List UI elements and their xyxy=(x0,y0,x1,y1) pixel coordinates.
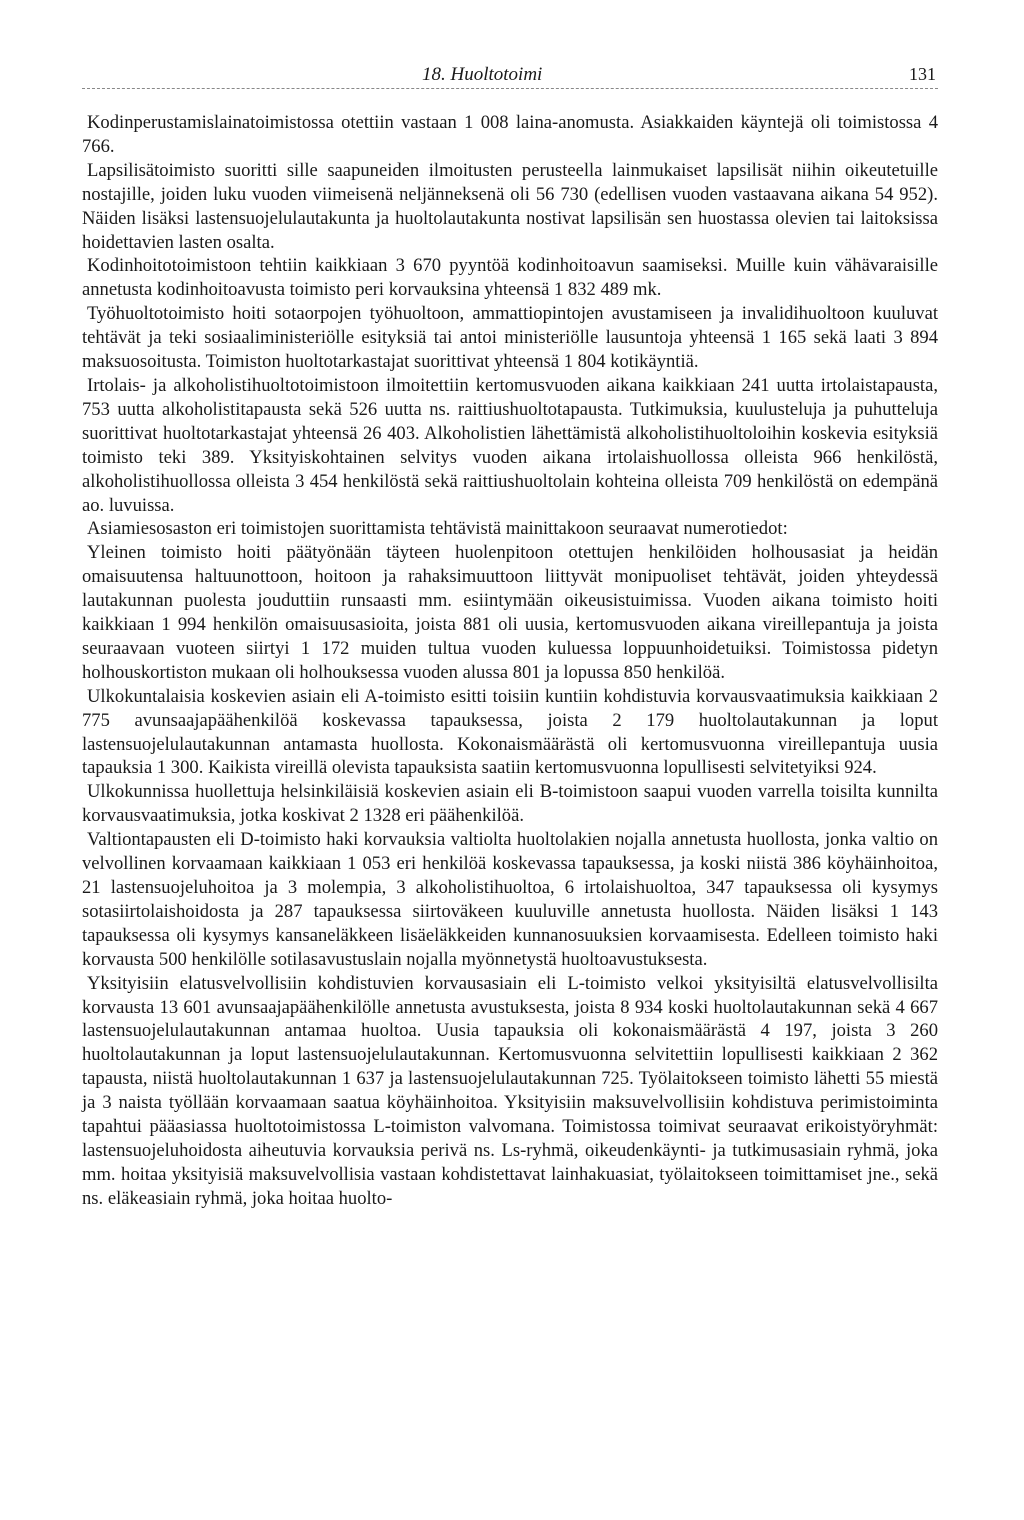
paragraph: Työhuoltotoimisto hoiti sotaorpojen työhuoltoon, ammattiopintojen avustamiseen ja invalidihuoltoon kuuluvat tehtävät ja teki sosiaaliministeriölle esityksiä tai antoi ministeriölle lausuntoja yhteensä 1 165 sekä laati 3 894 maksuosoitusta. Toimiston huoltotarkastajat suorittivat yhteensä 1 804 kotikäyntiä. xyxy=(82,303,938,373)
paragraph: Asiamiesosaston eri toimistojen suorittamista tehtävistä mainittakoon seuraavat numerotiedot: xyxy=(87,518,788,540)
paragraph: Yksityisiin elatusvelvollisiin kohdistuvien korvausasiain eli L-toimisto velkoi yksityisiltä elatusvelvollisilta korvausta 13 601 avunsaajapäähenkilölle annetusta avustuksesta, joista 8 934 koski huoltolautakunnan sekä 4 667 lastensuojelulautakunnan antamaa huoltoa. Uusia tapauksia oli kokonaismäärästä 4 197, joista 3 260 huoltolautakunnan ja loput lastensuojelulautakunnan. Kertomusvuonna selvitettiin lopullisesti kaikkiaan 2 362 tapausta, niistä huoltolautakunnan 1 637 ja lastensuojelulautakunnan 725. Työlaitokseen toimisto lähetti 55 miestä ja 3 naista työllään korvaamaan saatua köyhäinhoitoa. Yksityisiin maksuvelvollisiin kohdistuva perimistoiminta tapahtui pääasiassa huoltotoimistossa L-toimiston valvomana. Toimistossa toimivat seuraavat erikoistyöryhmät: lastensuojeluhoidosta aiheutuvia korvauksia perivä ns. Ls-ryhmä, oikeudenkäynti- ja tutkimusasiain ryhmä, joka mm. hoitaa yksityisiä maksuvelvollisia vastaan kohdistettavat lainhakuasiat, työlaitokseen toimittamiset jne., sekä ns. eläkeasiain ryhmä, joka hoitaa huolto- xyxy=(82,972,938,1209)
paragraph: Lapsilisätoimisto suoritti sille saapuneiden ilmoitusten perusteella lainmukaiset lapsilisät niihin oikeutetuille nostajille, joiden luku vuoden viimeisenä neljänneksenä oli 56 730 (edellisen vuoden vastaavana aikana 54 952). Näiden lisäksi lastensuojelulautakunta ja huoltolautakunta nostivat lapsilisän sen huostassa olevien tai laitoksissa hoidettavien lasten osalta. xyxy=(82,159,938,253)
paragraph: Yleinen toimisto hoiti päätyönään täyteen huolenpitoon otettujen henkilöiden holhousasiat ja heidän omaisuutensa haltuunottoon, hoitoon ja rahaksimuuttoon liittyvät monipuoliset tehtävät, joiden yhteydessä lautakunnan puolesta jouduttiin runsaasti mm. esiintymään oikeusistuimissa. Vuoden aikana toimisto hoiti kaikkiaan 1 994 henkilön omaisuusasioita, joista 881 oli uusia, kertomusvuoden aikana vireillepantuja ja joista seuraavaan vuoteen siirtyi 1 172 muiden tultua vuoden kuluessa loppuunhoidetuiksi. Toimistossa pidetyn holhouskortiston mukaan oli holhouksessa vuoden alussa 801 ja lopussa 850 henkilöä. xyxy=(82,542,938,683)
paragraph: Ulkokuntalaisia koskevien asiain eli A-toimisto esitti toisiin kuntiin kohdistuvia korvausvaatimuksia kaikkiaan 2 775 avunsaajapäähenkilöä koskevassa tapauksessa, joista 2 179 huoltolautakunnan ja loput lastensuojelulautakunnan antamasta huollosta. Kokonaismäärästä oli kertomusvuonna vireillepantuja uusia tapauksia 1 300. Kaikista vireillä olevista tapauksista saatiin kertomusvuonna lopullisesti selvitetyiksi 924. xyxy=(82,685,938,779)
document-page xyxy=(82,58,938,1211)
paragraph: Irtolais- ja alkoholistihuoltotoimistoon ilmoitettiin kertomusvuoden aikana kaikkiaan 241 uutta irtolaistapausta, 753 uutta alkoholistitapausta sekä 526 uutta ns. raittiushuoltotapausta. Tutkimuksia, kuulusteluja ja puhutteluja suorittivat huoltotarkastajat yhteensä 26 403. Alkoholistien lähettämistä alkoholistihuoltoloihin koskevia esityksiä toimisto teki 389. Yksityiskohtainen selvitys vuoden aikana irtolaishuollossa olleista 966 henkilöstä, alkoholistihuollossa olleista 3 454 henkilöstä sekä raittiushuoltolain kohteina olleista 709 henkilöstä on edempänä ao. luvuissa. xyxy=(82,374,938,516)
paragraph: Valtiontapausten eli D-toimisto haki korvauksia valtiolta huoltolakien nojalla annetusta huollosta, jonka valtio on velvollinen korvaamaan kaikkiaan 1 053 eri henkilöä koskevassa tapauksessa, ja koski niistä 386 köyhäinhoitoa, 21 lastensuojeluhoitoa ja 3 molempia, 3 alkoholistihuoltoa, 6 irtolaishuoltoa, 347 tapauksessa oli kysymys sotasiirtolaishoidosta ja 287 tapauksessa siirtoväkeen kuuluville annetusta huollosta. Näiden lisäksi 1 143 tapauksessa oli kysymys kansaneläkkeen lisäeläkkeiden kunnanosuuksien korvaamisesta. Edelleen toimisto haki korvausta 500 henkilölle sotilasavustuslain nojalla myönnetystä huoltoavustuksesta. xyxy=(82,829,938,970)
section-title: 18. Huoltotoimi xyxy=(422,64,543,85)
page-number: 131 xyxy=(909,64,936,84)
paragraph: Ulkokunnissa huollettuja helsinkiläisiä koskevien asiain eli B-toimistoon saapui vuoden varrella toisilta kunnilta korvausvaatimuksia, jotka koskivat 2 1328 eri päähenkilöä. xyxy=(82,781,938,827)
running-header xyxy=(82,58,938,89)
paragraph: Kodinhoitotoimistoon tehtiin kaikkiaan 3 670 pyyntöä kodinhoitoavun saamiseksi. Muille kuin vähävaraisille annetusta kodinhoitoavusta toimisto peri korvauksina yhteensä 1 832 489 mk. xyxy=(82,255,938,301)
body-text xyxy=(82,111,938,1211)
paragraph: Kodinperustamislainatoimistossa otettiin vastaan 1 008 laina-anomusta. Asiakkaiden käyntejä oli toimistossa 4 766. xyxy=(82,112,938,157)
